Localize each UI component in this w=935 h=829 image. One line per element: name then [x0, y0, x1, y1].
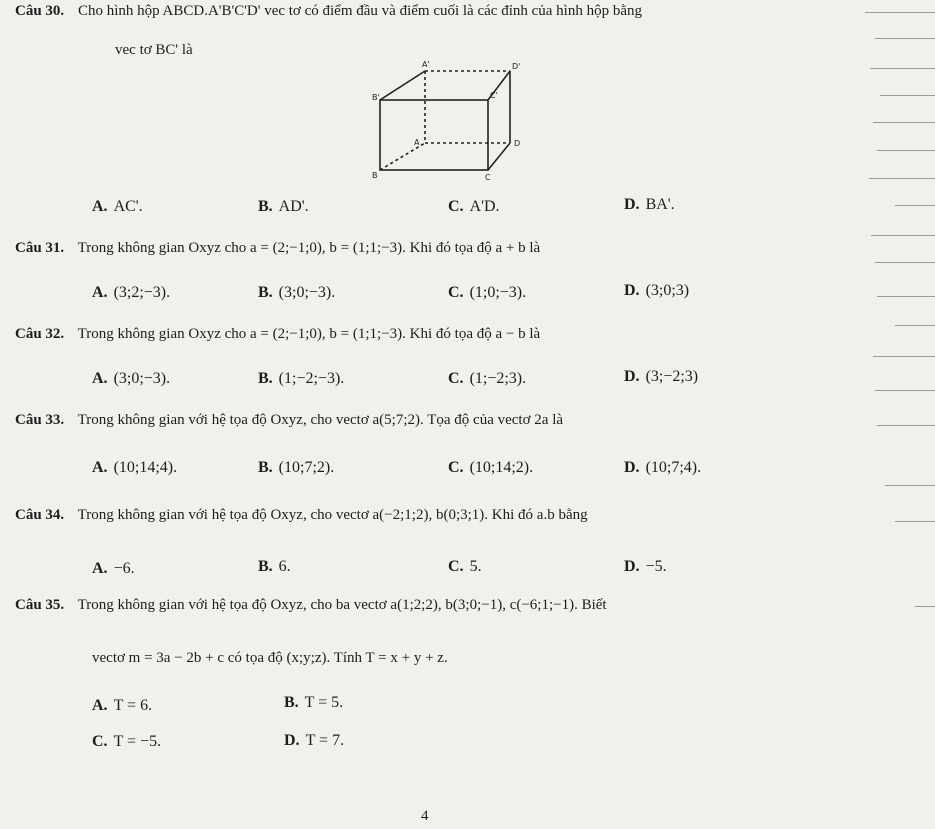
q33-option-b[interactable]: B. (10;7;2).: [258, 459, 335, 476]
q34-option-c[interactable]: C. 5.: [448, 558, 482, 575]
q35-option-a[interactable]: A. T = 6.: [92, 697, 153, 714]
label-A: A: [414, 138, 420, 147]
q34-text: Trong không gian với hệ tọa độ Oxyz, cho vectơ a(−2;1;2), b(0;3;1). Khi đó a.b bằng: [77, 507, 588, 523]
q33-option-c[interactable]: C. (10;14;2).: [448, 459, 534, 476]
q33-number: Câu 33.: [15, 412, 65, 428]
label-C-prime: C': [490, 91, 498, 100]
q32-number: Câu 32.: [15, 326, 65, 342]
edge-BA-bottom: [380, 143, 425, 170]
q32-option-a[interactable]: A. (3;0;−3).: [92, 370, 171, 387]
q35-number: Câu 35.: [15, 597, 65, 613]
label-A-prime: A': [422, 60, 430, 69]
page-number: 4: [421, 808, 429, 824]
label-C: C: [485, 173, 491, 182]
q31-option-a[interactable]: A. (3;2;−3).: [92, 284, 171, 301]
q31-option-b[interactable]: B. (3;0;−3).: [258, 284, 336, 301]
q35-text-1: Trong không gian với hệ tọa độ Oxyz, cho ba vectơ a(1;2;2), b(3;0;−1), c(−6;1;−1). Biết: [77, 597, 607, 613]
q32-option-c[interactable]: C. (1;−2;3).: [448, 370, 527, 387]
q32-option-b[interactable]: B. (1;−2;−3).: [258, 370, 345, 387]
label-B-prime: B': [372, 93, 380, 102]
q34-option-b[interactable]: B. 6.: [258, 558, 291, 575]
q34-line: [15, 507, 588, 524]
q35-option-d[interactable]: D. T = 7.: [284, 732, 345, 749]
label-B: B: [372, 171, 378, 180]
label-D-prime: D': [512, 62, 521, 71]
q30-number: Câu 30.: [15, 3, 65, 19]
q35-line2: vectơ m = 3a − 2b + c có tọa độ (x;y;z). Tính T = x + y + z.: [92, 650, 448, 666]
q34-option-d[interactable]: D. −5.: [624, 558, 667, 575]
q30-text-1: Cho hình hộp ABCD.A'B'C'D' vec tơ có điểm đầu và điểm cuối là các đỉnh của hình hộp bằng: [77, 3, 642, 19]
q31-option-d[interactable]: D. (3;0;3): [624, 282, 690, 299]
label-D: D: [514, 139, 521, 148]
q33-text: Trong không gian với hệ tọa độ Oxyz, cho vectơ a(5;7;2). Tọa độ của vectơ 2a là: [77, 412, 564, 428]
q30-option-c[interactable]: C. A'D.: [448, 198, 500, 215]
edge-CD-bottom: [488, 143, 510, 170]
q32-line: [15, 326, 540, 343]
q31-number: Câu 31.: [15, 240, 65, 256]
parallelepiped-figure: [360, 58, 540, 183]
q31-option-c[interactable]: C. (1;0;−3).: [448, 284, 527, 301]
q35-line1: [15, 597, 607, 614]
q33-option-a[interactable]: A. (10;14;4).: [92, 459, 178, 476]
q32-text: Trong không gian Oxyz cho a = (2;−1;0), b = (1;1;−3). Khi đó tọa độ a − b là: [77, 326, 541, 342]
q33-line: [15, 412, 563, 429]
q33-option-d[interactable]: D. (10;7;4).: [624, 459, 702, 476]
q31-text: Trong không gian Oxyz cho a = (2;−1;0), b = (1;1;−3). Khi đó tọa độ a + b là: [77, 240, 541, 256]
q31-line: [15, 240, 540, 257]
q32-option-d[interactable]: D. (3;−2;3): [624, 368, 699, 385]
q30-option-d[interactable]: D. BA'.: [624, 196, 675, 213]
q30-option-b[interactable]: B. AD'.: [258, 198, 309, 215]
q30-line1: [15, 3, 642, 20]
q30-option-a[interactable]: A. AC'.: [92, 198, 143, 215]
q35-option-c[interactable]: C. T = −5.: [92, 733, 162, 750]
q34-option-a[interactable]: A. −6.: [92, 560, 135, 577]
edge-BA-top: [380, 71, 425, 100]
q30-line2: vec tơ BC' là: [115, 42, 193, 58]
q34-number: Câu 34.: [15, 507, 65, 523]
q35-option-b[interactable]: B. T = 5.: [284, 694, 344, 711]
